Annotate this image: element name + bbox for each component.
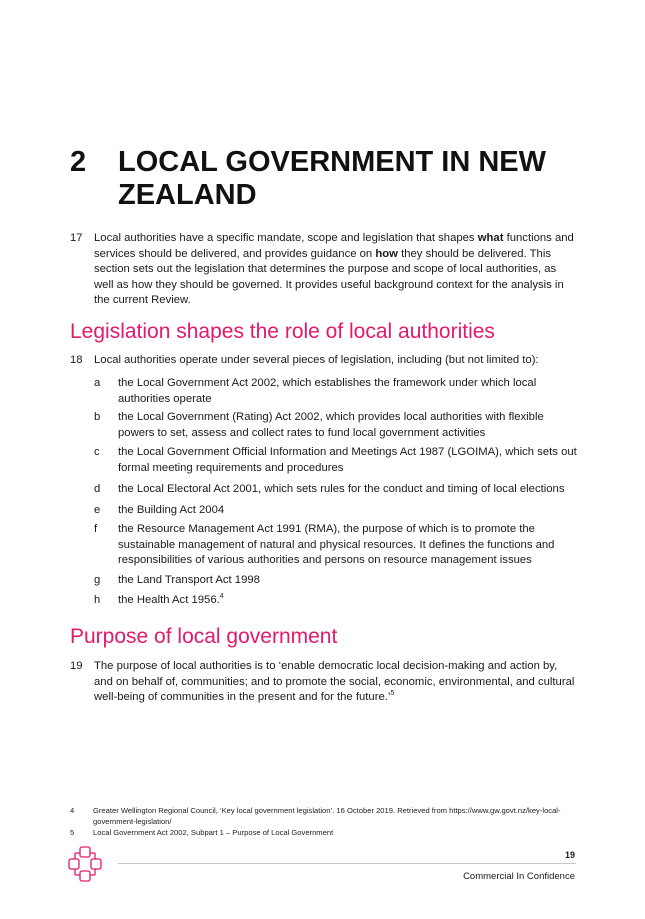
list-item-h-text: the Health Act 1956. (118, 594, 220, 606)
list-letter-g: g (94, 574, 101, 586)
list-letter-h: h (94, 594, 101, 606)
paragraph-17 (94, 231, 578, 309)
footnote-number-4: 4 (70, 806, 75, 815)
list-letter-a: a (94, 377, 101, 389)
p17-text-1: Local authorities have a specific mandate, scope and legislation that shapes (94, 232, 478, 244)
list-item-f: the Resource Management Act 1991 (RMA), the purpose of which is to promote the sustainable management of natural and physical resources. It defines the functions and responsibilities of various authorities and persons on resource management issues (118, 523, 555, 567)
list-item-g: the Land Transport Act 1998 (118, 574, 260, 586)
organization-logo-icon (68, 846, 102, 882)
list-letter-f: f (94, 523, 98, 535)
paragraph-18: Local authorities operate under several pieces of legislation, including (but not limited to): (94, 354, 539, 366)
footer-divider (118, 863, 576, 864)
section-heading-legislation: Legislation shapes the role of local authorities (70, 320, 495, 343)
paragraph-number-17: 17 (70, 232, 83, 244)
confidentiality-label: Commercial In Confidence (463, 871, 575, 882)
list-item-a: the Local Government Act 2002, which establishes the framework under which local authorities operate (118, 377, 537, 405)
p17-bold-how: how (375, 247, 398, 260)
p17-text-3: they should be delivered. This section sets out the legislation that determines the purpose and scope of local authorities, as well as how they should be governed. It provides useful background context for the analysis in the current Review. (94, 247, 564, 307)
p19-text: The purpose of local authorities is to ‘enable democratic local decision-making and action by, and on behalf of, communities; and to promote the social, economic, environmental, and cultural well-being of communities in the present and for the future.’ (94, 660, 575, 704)
list-item-b: the Local Government (Rating) Act 2002, which provides local authorities with flexible powers to set, assess and collect rates to fund local government activities (118, 411, 544, 439)
list-item-d: the Local Electoral Act 2001, which sets rules for the conduct and timing of local elections (118, 483, 565, 495)
page-number: 19 (564, 850, 575, 860)
footnote-number-5: 5 (70, 828, 75, 837)
footnote-4: Greater Wellington Regional Council, ‘Key local government legislation’. 16 October 2019. Retrieved from https://www.gw.govt.nz/key-local-government-legislation/ (93, 806, 561, 826)
footnote-ref-4[interactable]: 4 (219, 593, 224, 601)
footnote-ref-5[interactable]: 5 (390, 690, 395, 698)
paragraph-19 (94, 659, 578, 706)
list-letter-b: b (94, 411, 101, 423)
list-letter-d: d (94, 483, 101, 495)
list-item-e: the Building Act 2004 (118, 504, 225, 516)
chapter-title: LOCAL GOVERNMENT IN NEW ZEALAND (118, 146, 547, 211)
chapter-number: 2 (70, 146, 87, 178)
p17-text-2: functions and services should be delivered, and provides guidance on (94, 232, 574, 260)
footnote-5: Local Government Act 2002, Subpart 1 – Purpose of Local Government (93, 828, 334, 837)
list-item-c: the Local Government Official Information and Meetings Act 1987 (LGOIMA), which sets out formal meeting requirements and procedures (118, 446, 577, 474)
paragraph-number-18: 18 (70, 354, 83, 366)
list-letter-e: e (94, 504, 101, 516)
list-item-h (118, 593, 578, 609)
paragraph-number-19: 19 (70, 660, 83, 672)
section-heading-purpose: Purpose of local government (70, 625, 338, 648)
list-letter-c: c (94, 446, 100, 458)
p17-bold-what: what (477, 232, 504, 244)
